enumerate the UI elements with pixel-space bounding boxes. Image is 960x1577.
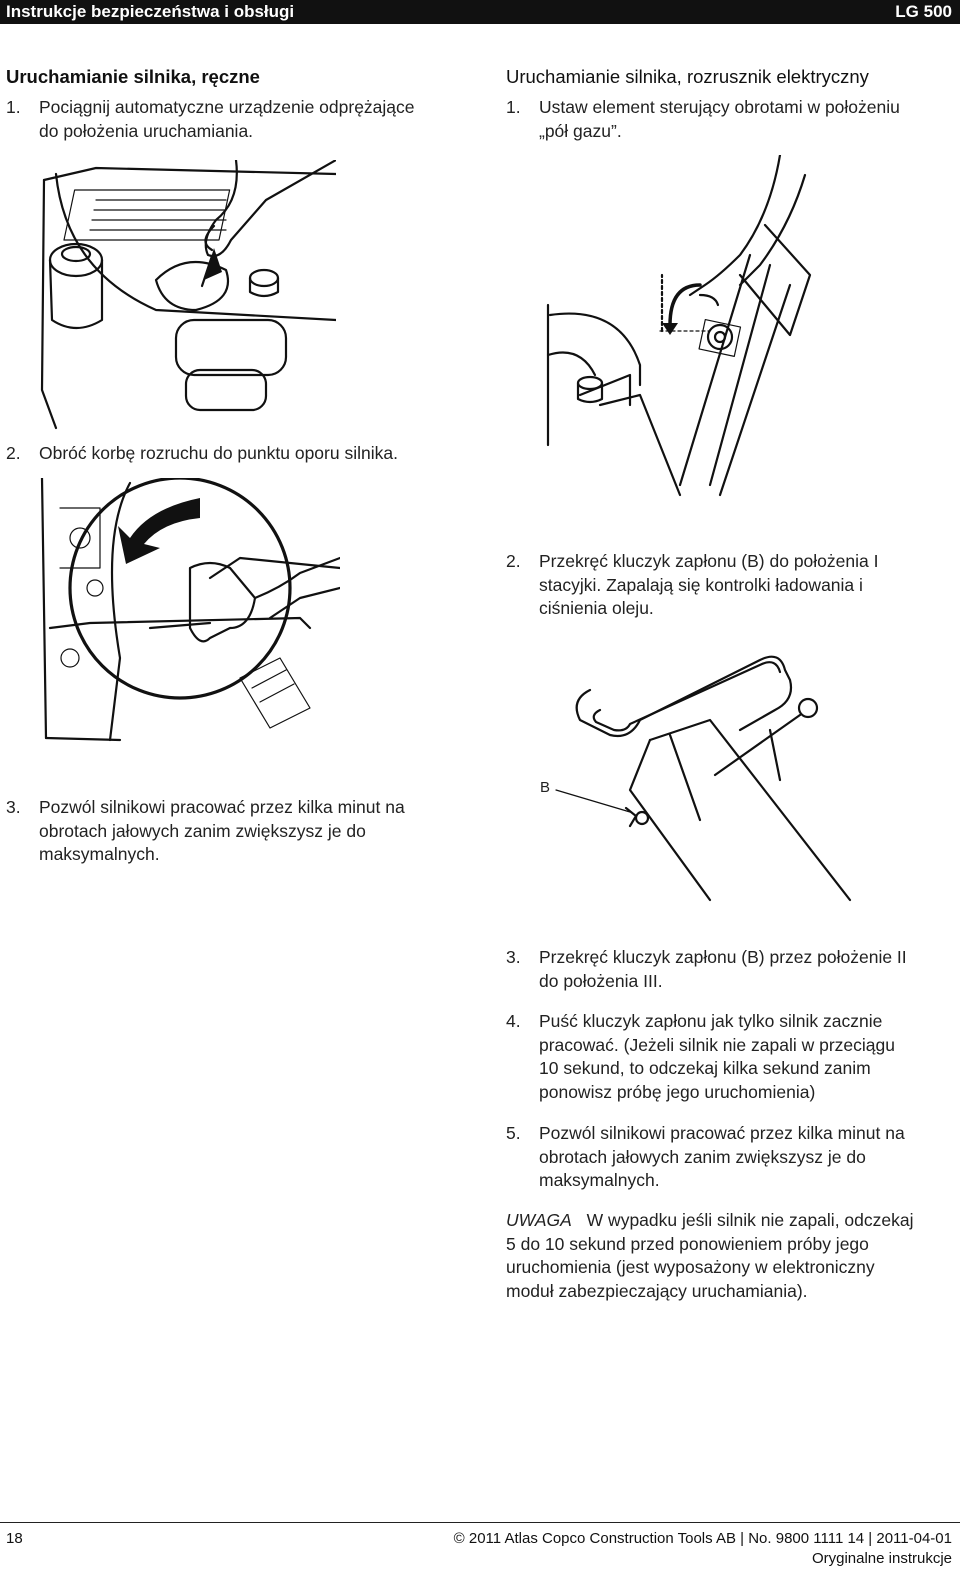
footer-divider — [0, 1522, 960, 1523]
step-text-line: ciśnienia oleju. — [539, 598, 654, 618]
header-model: LG 500 — [895, 2, 952, 21]
step-number: 1. — [6, 97, 21, 117]
note-line: moduł zabezpieczający uruchamiania). — [506, 1280, 808, 1301]
step-number: 3. — [6, 797, 21, 817]
step-text-line: Pozwól silnikowi pracować przez kilka minut na — [39, 797, 405, 817]
step-text-line: do położenia uruchamiania. — [39, 120, 254, 141]
manual-step-3 — [6, 796, 466, 868]
header-title: Instrukcje bezpieczeństwa i obsługi — [6, 2, 295, 21]
note-line: uruchomienia (jest wyposażony w elektroniczny — [506, 1257, 875, 1277]
manual-start-heading: Uruchamianie silnika, ręczne — [6, 66, 260, 87]
step-text-line: maksymalnych. — [539, 1170, 660, 1190]
step-text-line: stacyjki. Zapalają się kontrolki ładowania i — [539, 574, 863, 595]
electric-step-2 — [506, 550, 956, 622]
footer-copyright: © 2011 Atlas Copco Construction Tools AB | No. 9800 1111 14 | 2011-04-01 — [453, 1530, 952, 1547]
step-number: 1. — [506, 97, 521, 117]
electric-step-5 — [506, 1122, 956, 1194]
note-line: W wypadku jeśli silnik nie zapali, odczekaj — [586, 1210, 914, 1230]
step-text-line: Przekręć kluczyk zapłonu (B) do położenia I — [539, 551, 879, 571]
manual-step-2 — [6, 442, 466, 466]
step-text-line: Przekręć kluczyk zapłonu (B) przez położenie II — [539, 947, 907, 967]
crank-illustration — [40, 478, 340, 748]
step-text-line: 10 sekund, to odczekaj kilka sekund zanim — [539, 1058, 871, 1078]
note-line: 5 do 10 sekund przed ponowieniem próby jego — [506, 1233, 869, 1254]
step-text-line: Pociągnij automatyczne urządzenie odprężające — [39, 97, 415, 117]
step-text-line: ponowisz próbę jego uruchomienia) — [539, 1081, 816, 1102]
figure-label-b: B — [540, 779, 551, 796]
step-text-line: do położenia III. — [539, 970, 663, 991]
step-number: 2. — [506, 551, 521, 571]
note-label: UWAGA — [506, 1210, 572, 1230]
step-text-line: maksymalnych. — [39, 844, 160, 864]
step-number: 5. — [506, 1123, 521, 1143]
page-number: 18 — [6, 1530, 23, 1547]
step-text-line: Ustaw element sterujący obrotami w położeniu — [539, 97, 900, 117]
step-text-line: Pozwól silnikowi pracować przez kilka minut na — [539, 1123, 905, 1143]
step-number: 2. — [6, 443, 21, 463]
footer-original: Oryginalne instrukcje — [811, 1550, 952, 1567]
note-block — [506, 1209, 956, 1303]
electric-step-4 — [506, 1010, 956, 1106]
throttle-illustration — [540, 155, 820, 505]
decompressor-illustration — [36, 160, 336, 430]
step-text-line: Puść kluczyk zapłonu jak tylko silnik zacznie — [539, 1011, 883, 1031]
step-text-line: obrotach jałowych zanim zwiększysz je do — [39, 820, 366, 841]
electric-start-heading: Uruchamianie silnika, rozrusznik elektryczny — [506, 66, 869, 87]
step-number: 3. — [506, 947, 521, 967]
step-text-line: pracować. (Jeżeli silnik nie zapali w przeciągu — [539, 1034, 895, 1055]
manual-step-1 — [6, 96, 466, 144]
step-number: 4. — [506, 1011, 521, 1031]
step-text-line: Obróć korbę rozruchu do punktu oporu silnika. — [39, 443, 398, 463]
page-header — [0, 0, 960, 24]
electric-step-3 — [506, 946, 956, 994]
ignition-illustration — [530, 640, 860, 910]
step-text-line: „pół gazu”. — [539, 120, 622, 141]
step-text-line: obrotach jałowych zanim zwiększysz je do — [539, 1146, 866, 1167]
electric-step-1 — [506, 96, 956, 144]
